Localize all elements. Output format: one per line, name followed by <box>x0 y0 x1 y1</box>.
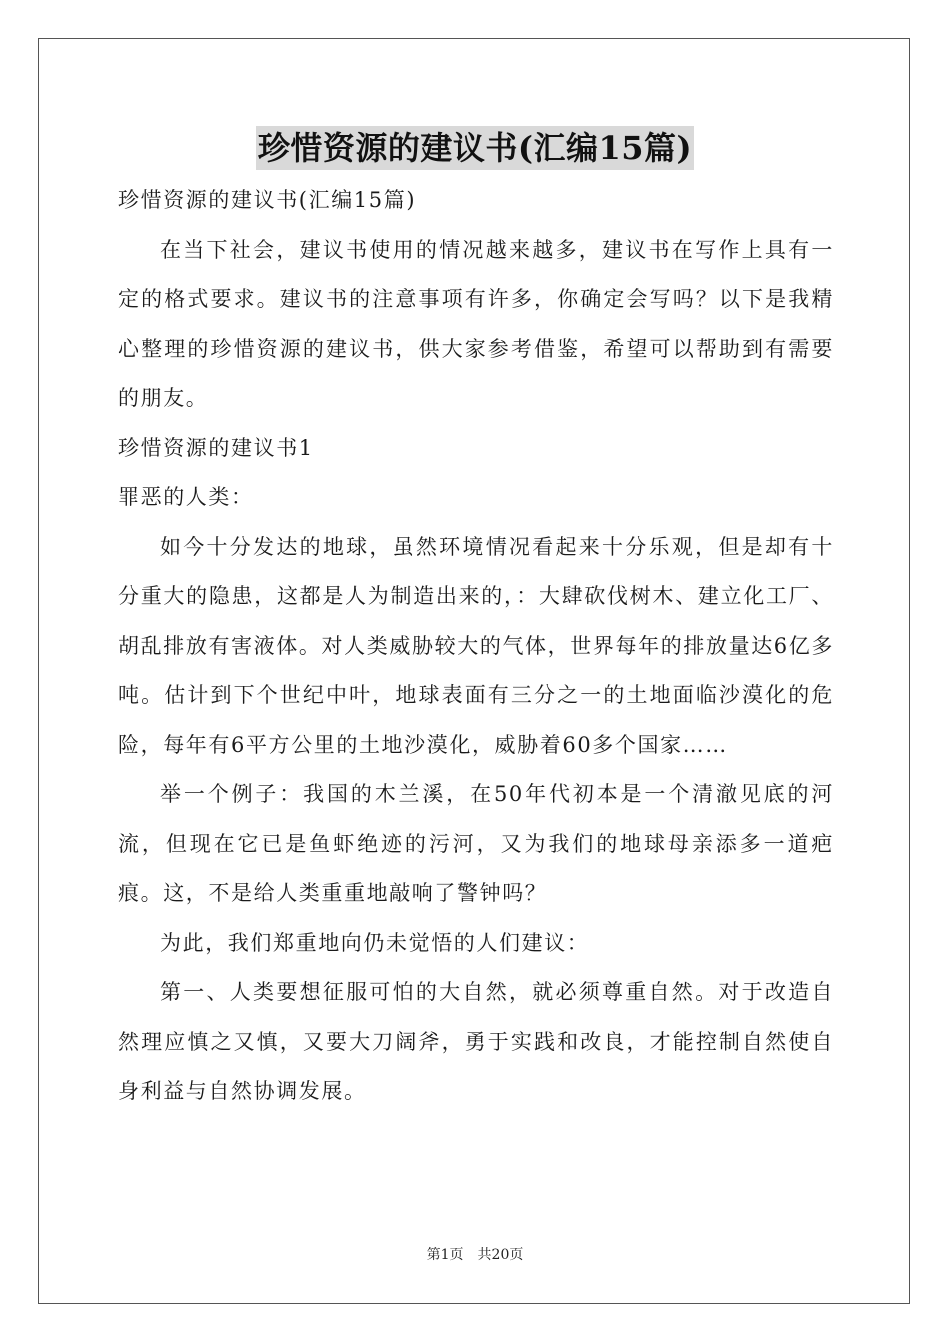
page-number: 第1页 <box>426 1247 464 1263</box>
paragraph-body: 举一个例子：我国的木兰溪，在50年代初本是一个清澈见底的河流，但现在它已是鱼虾绝迹的污河，又为我们的地球母亲添多一道疤痕。这，不是给人类重重地敲响了警钟吗？ <box>118 782 834 905</box>
salutation: 罪恶的人类： <box>118 485 254 509</box>
title-wrap <box>0 126 950 170</box>
paragraph-intro: 在当下社会，建议书使用的情况越来越多，建议书在写作上具有一定的格式要求。建议书的注意事项有许多，你确定会写吗？以下是我精心整理的珍惜资源的建议书，供大家参考借鉴，希望可以帮助到有需要的朋友。 <box>118 237 834 410</box>
document-title: 珍惜资源的建议书(汇编15篇) <box>256 126 694 170</box>
paragraph-subtitle: 珍惜资源的建议书(汇编15篇) <box>118 188 417 212</box>
section-heading: 珍惜资源的建议书1 <box>118 435 314 460</box>
paragraph-body: 第一、人类要想征服可怕的大自然，就必须尊重自然。对于改造自然理应慎之又慎，又要大刀阔斧，勇于实践和改良，才能控制自然使自身利益与自然协调发展。 <box>118 980 834 1103</box>
paragraph-body: 如今十分发达的地球，虽然环境情况看起来十分乐观，但是却有十分重大的隐患，这都是人为制造出来的，：大肆砍伐树木、建立化工厂、胡乱排放有害液体。对人类威胁较大的气体，世界每年的排放量达6亿多吨。估计到下个世纪中叶，地球表面有三分之一的土地面临沙漠化的危险，每年有6平方公里的土地沙漠化，威胁着60多个国家…… <box>118 534 834 757</box>
page-footer <box>0 1244 950 1264</box>
paragraph-body: 为此，我们郑重地向仍未觉悟的人们建议： <box>160 930 590 955</box>
page-total: 共20页 <box>477 1247 524 1263</box>
document-body <box>118 176 834 1117</box>
